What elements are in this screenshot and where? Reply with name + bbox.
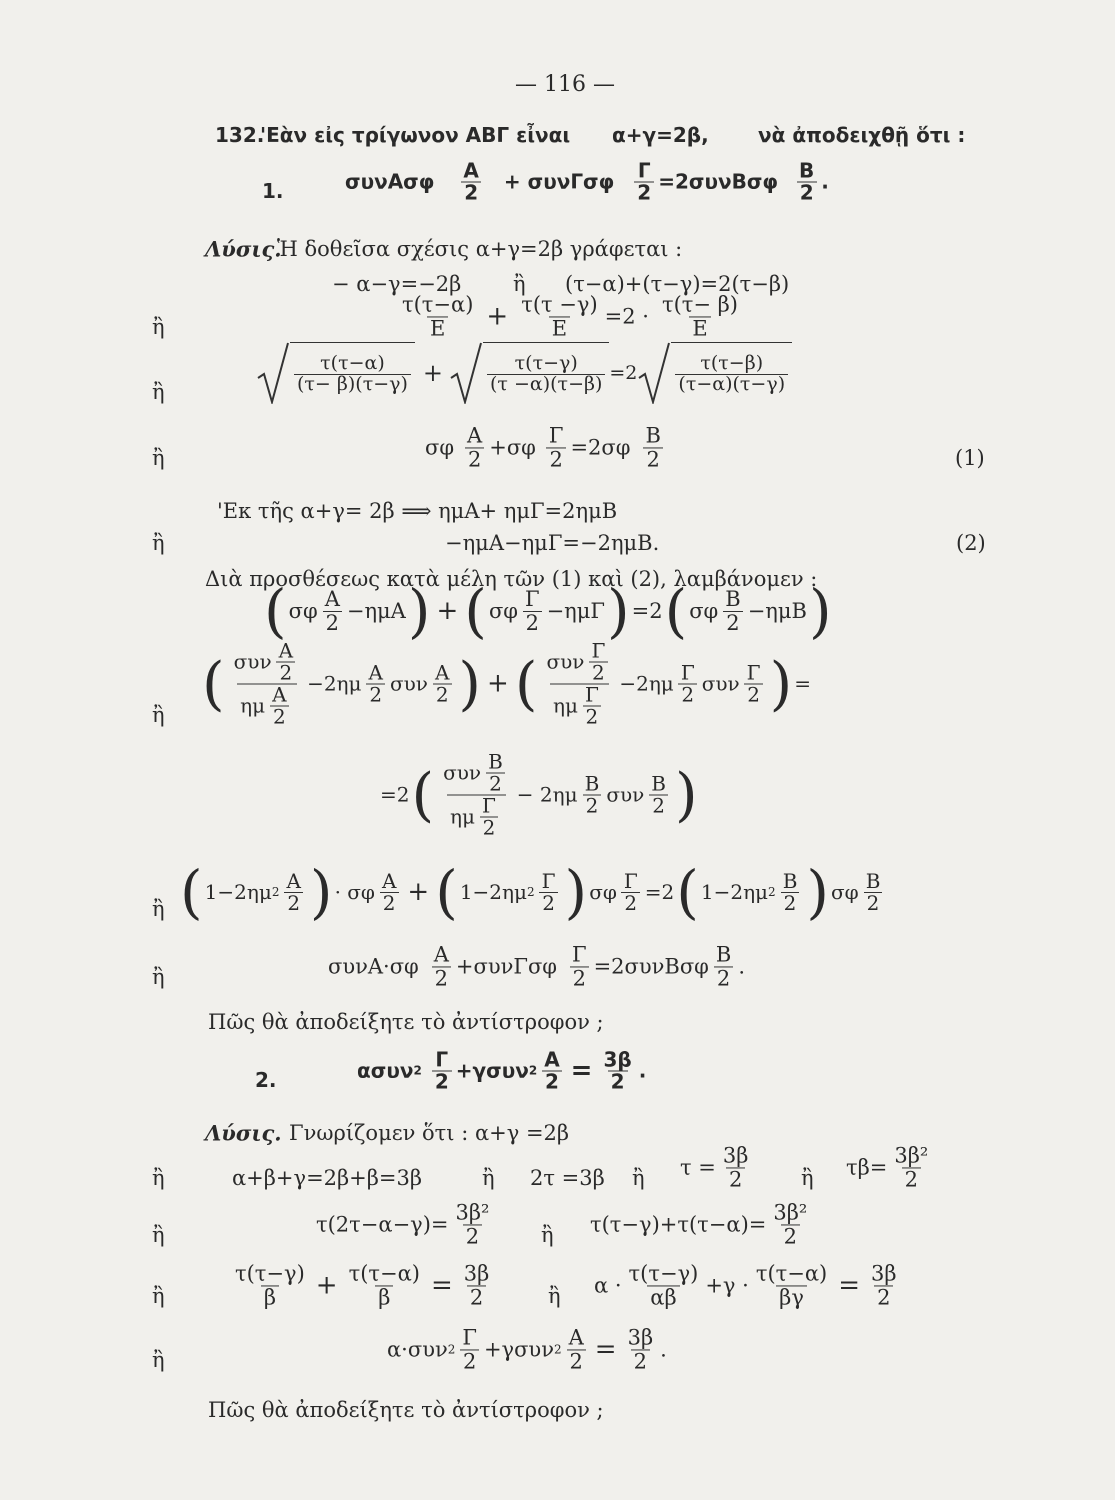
part2-label: 2. [255,1068,277,1092]
sqrt-1: τ(τ−α) (τ− β)(τ−γ) [256,342,415,404]
compound-frac-B: συν Β 2 ημ Γ 2 [440,751,513,838]
part1-term2: + συνΓσφ [503,169,615,194]
document-page: — 116 — 132. 'Εὰν εἰς τρίγωνον ΑΒΓ εἶναι α+γ=2β, νὰ ἀποδειχθῇ ὅτι : 1. συνΑσφ Α 2 + συνΓσφ $\frac{\Gamma}{2}$ =2συνΒσφ Β 2 . Λύσις. Ἡ δοθεῖσα σχέσις α+γ=2β γράφεται : − α−γ=−2β ἢ (τ−α)+(τ−γ)=2(τ−β) ἢ τ(τ−α) Ε + $\frac{\tau(\tau -\gamma)}{E}$ =2 · τ(τ− β) Ε ἢ τ(τ−α) (τ− β)(τ−γ) + τ(τ−γ) (τ −α)(τ−β) =2 τ(τ−β) (τ−α)(τ−γ) ἢ σφ Α 2 +σφ $\frac{\Gamma}{2}$ =2σφ Β 2 (1) 'Εκ τῆς α+γ= 2β ⟹ ημΑ+ ημΓ=2ημΒ ἢ −ημΑ−ημΓ=−2ημΒ. (2) Διὰ προσθέσεως κατὰ μέλη τῶν (1) καὶ (2), λαμβάνομεν : ( σφ Α 2 −ημΑ ) + ( σφ Γ 2 −ημΓ ) =2 ( σφ Β 2 −ημΒ ) ἢ ( συν Α 2 ημ Α 2 −2ημ Α 2 συν Α 2 ) + ( συν Γ 2 ημ Γ 2 −2ημ Γ 2 συν Γ 2 ) = =2 ( συν Β 2 ημ Γ 2 − 2ημ Β 2 συν Β 2 ) ἢ ( 1−2ημ 2 Α 2 ) · σφ Α 2 + ( 1−2ημ 2 Γ 2 ) σφ $\frac{\Gamma}{2}$ =2 ( 1−2ημ 2 Β 2 ) σφ Β 2 ἢ συνΑ·σφ Α 2 +συνΓσφ $\frac{\Gamma}{2}$ =2συνΒσφ Β 2 . Πῶς θὰ ἀποδείξητε τὸ ἀντίστροφον ; 2. ασυν 2 Γ 2 +γσυν 2 $\frac{A}{2}$ = $\frac{3\beta}{2}$ . Λύσις. Γνωρίζομεν ὅτι : α+γ =2β ἢ α+β+γ=2β+β=3β ἢ 2τ =3β ἢ τ = $\frac{3\beta}{2}$ ἢ τβ= $\frac{\text{3β²}}{2}$ ἢ τ(2τ−α−γ)= $\frac{\text{3β²}}{2}$ ἢ τ(τ−γ)+τ(τ−α)= $\frac{\text{3β²}}{2}$ ἢ τ(τ−γ) β + $\frac{\tau(\tau-\alpha)}{\beta}$ = $\frac{3\beta}{2}$ ἢ α · τ(τ−γ) αβ +γ · $\frac{\tau(\tau-\alpha)}{\beta\gamma}$ = $\frac{3\beta}{2}$ ἢ α·συν 2 Γ 2 +γσυν 2 $\frac{A}{2}$ = $\frac{3\beta}{2}$ . Πῶς θὰ ἀποδείξητε τὸ ἀντίστροφον ; [152,72,986,1422]
solution1-line6: −ημΑ−ημΓ=−2ημΒ. [445,531,660,555]
solution1-label: Λύσις. [205,236,282,261]
part1-frac3: Β 2 [796,160,817,203]
part1-frac2: $\frac{\Gamma}{2}$ [634,160,654,203]
question-2: Πῶς θὰ ἀποδείξητε τὸ ἀντίστροφον ; [208,1398,604,1422]
solution1-line7: Διὰ προσθέσεως κατὰ μέλη τῶν (1) καὶ (2), λαμβάνομεν : [205,567,818,591]
compound-frac-G: συν Γ 2 ημ Γ 2 [543,640,615,727]
solution1-line1a: − α−γ=−2β [332,272,462,296]
question-1: Πῶς θὰ ἀποδείξητε τὸ ἀντίστροφον ; [208,1010,604,1034]
solution1-line5: 'Εκ τῆς α+γ= 2β ⟹ ημΑ+ ημΓ=2ημΒ [217,499,618,523]
solution2-intro: Γνωρίζομεν ὅτι : α+γ =2β [289,1121,570,1145]
page-number: — 116 — [515,72,615,97]
part1-term1: συνΑσφ [345,169,435,194]
or-word: ἢ [513,272,526,296]
sqrt-3: τ(τ−β) (τ−α)(τ−γ) [637,342,792,404]
problem-statement-b: νὰ ἀποδειχθῇ ὅτι : [758,123,966,147]
part1-label: 1. [262,179,284,203]
problem-number: 132. [215,123,265,147]
sqrt-2: τ(τ−γ) (τ −α)(τ−β) [449,342,609,404]
solution1-intro: Ἡ δοθεῖσα σχέσις α+γ=2β γράφεται : [277,237,683,261]
margin-or: ἢ [152,315,165,339]
equation-tag-1: (1) [955,446,985,470]
compound-frac-A: συν Α 2 ημ Α 2 [231,640,303,727]
solution2-label: Λύσις. [205,1120,282,1145]
equation-tag-2: (2) [956,531,986,555]
problem-condition: α+γ=2β, [612,123,709,147]
problem-statement-a: 'Εὰν εἰς τρίγωνον ΑΒΓ εἶναι [260,123,571,147]
solution1-line1b: (τ−α)+(τ−γ)=2(τ−β) [565,272,790,296]
part1-term3: =2συνΒσφ [658,169,779,194]
part1-frac1: Α 2 [460,160,481,203]
